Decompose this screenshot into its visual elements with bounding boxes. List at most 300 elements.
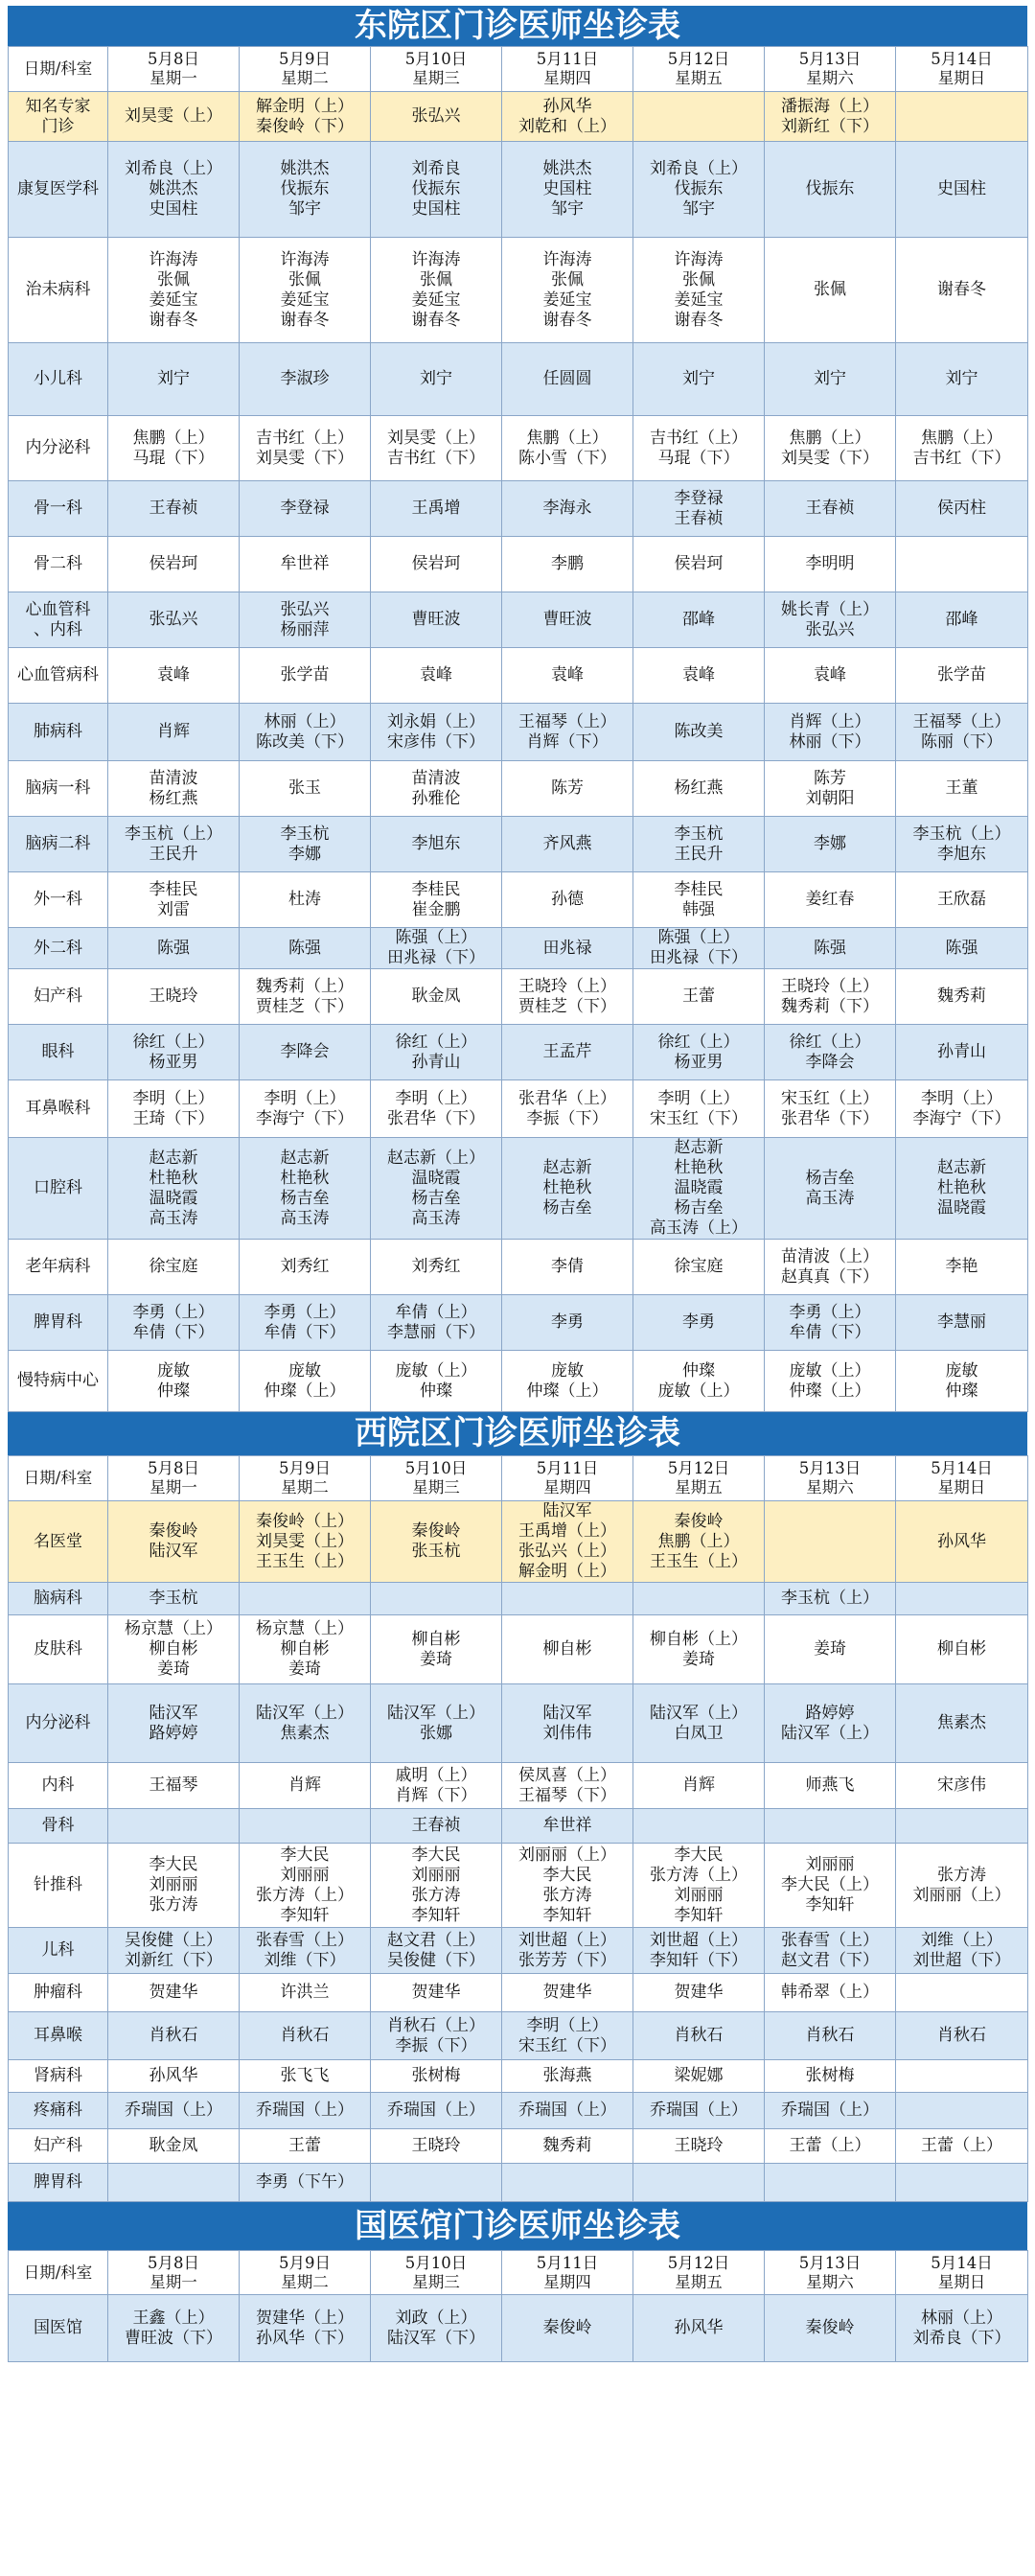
- schedule-cell: [108, 1295, 240, 1351]
- schedule-cell: [896, 2060, 1028, 2093]
- schedule-cell: [765, 416, 896, 481]
- doctor-name: 任圆圆: [542, 369, 592, 388]
- schedule-cell: [633, 761, 765, 817]
- schedule-cell: [896, 1583, 1028, 1615]
- table-row: [9, 238, 1028, 343]
- doctor-name: 姚洪杰: [149, 179, 198, 198]
- schedule-cell: [896, 481, 1028, 537]
- header-label: 日期/科室: [9, 2251, 108, 2295]
- doctor-name: 乔瑞国（上）: [781, 2100, 879, 2120]
- schedule-cell: [896, 2295, 1028, 2362]
- weekday-text: 星期四: [543, 2272, 591, 2291]
- doctor-name: 韩希翠（上）: [781, 1983, 879, 2002]
- doctor-name: 王福琴（下）: [518, 1785, 616, 1805]
- doctor-name: 孙德: [551, 890, 584, 909]
- doctor-name: 秦俊岭: [411, 1521, 461, 1541]
- doctor-name: 姜延宝: [149, 290, 198, 310]
- doctor-name: 王董: [945, 778, 978, 798]
- doctor-name: 贺建华: [542, 1983, 592, 2002]
- section-2-table: [8, 1455, 1028, 2202]
- doctor-name: 李大民: [411, 1845, 461, 1865]
- schedule-cell: [765, 2164, 896, 2202]
- schedule-cell: [633, 1080, 765, 1138]
- weekday-text: 星期五: [675, 1478, 723, 1497]
- doctor-name: 李明（上）: [132, 1088, 215, 1108]
- doctor-name: 肖辉: [288, 1775, 321, 1795]
- doctor-name: 贺建华: [674, 1983, 724, 2002]
- schedule-cell: [896, 648, 1028, 704]
- schedule-cell: [633, 969, 765, 1025]
- date-text: 5月13日: [798, 1459, 862, 1477]
- department-text: 耳鼻喉科: [25, 1099, 91, 1118]
- department-text: 国医馆: [34, 2318, 82, 2337]
- doctor-name: 仲璨: [157, 1381, 190, 1401]
- schedule-cell: [765, 2129, 896, 2164]
- schedule-cell: [371, 1844, 502, 1928]
- section-1-title: 东院区门诊医师坐诊表: [8, 6, 1027, 46]
- schedule-cell: [240, 1501, 371, 1583]
- table-row: [9, 648, 1028, 704]
- schedule-cell: [371, 343, 502, 416]
- schedule-cell: [371, 2129, 502, 2164]
- schedule-cell: [765, 1351, 896, 1412]
- doctor-name: 杨丽萍: [280, 619, 330, 639]
- section-3-title: 国医馆门诊医师坐诊表: [8, 2202, 1027, 2250]
- doctor-name: 崔金鹏: [411, 899, 461, 919]
- table-row: [9, 704, 1028, 761]
- department-label: [9, 1928, 108, 1974]
- schedule-cell: [896, 704, 1028, 761]
- doctor-name: 秦俊岭（上）: [256, 1511, 354, 1531]
- doctor-name: 邹宇: [288, 199, 321, 219]
- doctor-name: 韩强: [682, 899, 715, 919]
- doctor-name: 宋彦伟: [937, 1775, 986, 1795]
- doctor-name: 李勇（下午）: [256, 2172, 354, 2192]
- schedule-cell: [502, 1240, 633, 1295]
- schedule-cell: [765, 1080, 896, 1138]
- schedule-cell: [108, 969, 240, 1025]
- doctor-name: 牟倩（下）: [132, 1322, 215, 1342]
- schedule-cell: [765, 1615, 896, 1684]
- doctor-name: 曹旺波（下）: [125, 2328, 222, 2348]
- table-row: [9, 1615, 1028, 1684]
- doctor-name: 李明（上）: [657, 1088, 740, 1108]
- doctor-name: 肖辉: [682, 1775, 715, 1795]
- schedule-cell: [896, 2164, 1028, 2202]
- doctor-name: 邹宇: [551, 199, 584, 219]
- table-row: [9, 2012, 1028, 2060]
- doctor-name: 赵志新（上）: [387, 1148, 485, 1168]
- doctor-name: 刘丽丽: [674, 1885, 724, 1905]
- doctor-name: 刘丽丽: [149, 1875, 198, 1894]
- department-label: [9, 1763, 108, 1809]
- schedule-cell: [633, 1138, 765, 1240]
- department-label: [9, 592, 108, 648]
- doctor-name: 王春祯: [411, 1816, 461, 1835]
- doctor-name: 刘伟伟: [542, 1723, 592, 1743]
- schedule-cell: [371, 872, 502, 928]
- schedule-cell: [240, 817, 371, 872]
- schedule-cell: [502, 238, 633, 343]
- department-text: 内科: [41, 1775, 75, 1795]
- doctor-name: 肖秋石: [674, 2026, 724, 2045]
- department-text: 、内科: [34, 619, 82, 639]
- doctor-name: 袁峰: [682, 665, 715, 685]
- schedule-cell: [633, 2129, 765, 2164]
- doctor-name: 张佩: [814, 280, 846, 299]
- doctor-name: 陈强（上）: [395, 928, 477, 947]
- schedule-cell: [371, 969, 502, 1025]
- doctor-name: 贺建华: [411, 1983, 461, 2002]
- schedule-cell: [108, 1501, 240, 1583]
- doctor-name: 陆汉军: [149, 1542, 198, 1561]
- schedule-cell: [240, 648, 371, 704]
- schedule-cell: [502, 1351, 633, 1412]
- schedule-cell: [896, 1351, 1028, 1412]
- doctor-name: 许海涛: [280, 249, 330, 269]
- doctor-name: 张弘兴: [411, 106, 461, 126]
- department-label: [9, 1025, 108, 1080]
- doctor-name: 刘希良（上）: [650, 159, 748, 178]
- schedule-cell: [371, 1809, 502, 1844]
- schedule-cell: [633, 92, 765, 142]
- doctor-name: 李玉杭（上）: [781, 1589, 879, 1608]
- table-row: [9, 1240, 1028, 1295]
- section-3-table: [8, 2250, 1028, 2362]
- doctor-name: 乔瑞国（上）: [518, 2100, 616, 2120]
- doctor-name: 徐宝庭: [149, 1257, 198, 1276]
- schedule-cell: [896, 1928, 1028, 1974]
- doctor-name: 张佩: [682, 269, 715, 290]
- schedule-cell: [896, 592, 1028, 648]
- schedule-cell: [502, 704, 633, 761]
- doctor-name: 梁妮娜: [674, 2066, 724, 2085]
- doctor-name: 史国柱: [149, 199, 198, 219]
- schedule-cell: [633, 1763, 765, 1809]
- doctor-name: 杨京慧（上）: [125, 1619, 222, 1638]
- doctor-name: 刘雷: [157, 899, 190, 919]
- schedule-cell: [371, 1615, 502, 1684]
- date-text: 5月8日: [148, 2253, 199, 2272]
- department-text: 心血管病科: [17, 665, 99, 685]
- doctor-name: 肖辉（下）: [526, 731, 609, 752]
- doctor-name: 曹旺波: [411, 610, 461, 629]
- doctor-name: 伐振东: [805, 179, 855, 198]
- doctor-name: 张君华（下）: [781, 1108, 879, 1128]
- department-label: [9, 928, 108, 969]
- doctor-name: 刘丽丽（上）: [518, 1845, 616, 1865]
- doctor-name: 田兆禄（下）: [387, 948, 485, 967]
- doctor-name: 杜艳秋: [937, 1178, 986, 1197]
- schedule-cell: [371, 648, 502, 704]
- schedule-cell: [765, 1684, 896, 1763]
- department-label: [9, 1974, 108, 2012]
- date-text: 5月14日: [931, 50, 993, 68]
- schedule-cell: [633, 928, 765, 969]
- doctor-name: 庞敏（上）: [789, 1360, 871, 1381]
- schedule-cell: [371, 592, 502, 648]
- doctor-name: 王禹增: [411, 499, 461, 518]
- doctor-name: 庞敏: [945, 1360, 978, 1381]
- schedule-cell: [765, 1501, 896, 1583]
- schedule-cell: [371, 817, 502, 872]
- doctor-name: 张佩: [157, 269, 190, 290]
- schedule-cell: [108, 2060, 240, 2093]
- department-label: [9, 1809, 108, 1844]
- schedule-cell: [896, 1809, 1028, 1844]
- doctor-name: 马琨（下）: [132, 448, 215, 468]
- doctor-name: 马琨（下）: [657, 448, 740, 468]
- doctor-name: 姜延宝: [280, 290, 330, 310]
- doctor-name: 乔瑞国（上）: [650, 2100, 748, 2120]
- doctor-name: 李明明: [805, 554, 855, 573]
- doctor-name: 刘丽丽: [280, 1865, 330, 1885]
- doctor-name: 陈强（上）: [657, 928, 740, 947]
- doctor-name: 刘世超（上）: [518, 1930, 616, 1950]
- doctor-name: 肖秋石: [805, 2026, 855, 2045]
- weekday-text: 星期一: [150, 69, 197, 87]
- doctor-name: 刘政（上）: [395, 2308, 477, 2328]
- date-text: 5月14日: [931, 1459, 993, 1477]
- doctor-name: 姜延宝: [411, 290, 461, 310]
- schedule-cell: [240, 928, 371, 969]
- department-label: [9, 2093, 108, 2129]
- doctor-name: 姜红春: [805, 890, 855, 909]
- doctor-name: 杜艳秋: [149, 1168, 198, 1188]
- day-header: [108, 2251, 240, 2295]
- header-label: 日期/科室: [9, 1456, 108, 1501]
- doctor-name: 李大民: [674, 1845, 724, 1865]
- weekday-text: 星期三: [412, 2272, 460, 2291]
- weekday-text: 星期日: [937, 1478, 986, 1497]
- doctor-name: 秦俊岭: [674, 1511, 724, 1531]
- schedule-cell: [633, 1809, 765, 1844]
- doctor-name: 焦素杰: [280, 1723, 330, 1743]
- schedule-cell: [896, 142, 1028, 238]
- schedule-cell: [765, 969, 896, 1025]
- doctor-name: 牟世祥: [542, 1816, 592, 1835]
- doctor-name: 李玉杭（上）: [125, 824, 222, 844]
- schedule-cell: [765, 1138, 896, 1240]
- table-row: [9, 817, 1028, 872]
- doctor-name: 杜艳秋: [542, 1178, 592, 1197]
- schedule-cell: [765, 343, 896, 416]
- doctor-name: 张方涛: [937, 1865, 986, 1885]
- schedule-cell: [633, 343, 765, 416]
- doctor-name: 王福琴: [149, 1775, 198, 1795]
- schedule-cell: [633, 2060, 765, 2093]
- date-text: 5月10日: [404, 2253, 468, 2272]
- schedule-cell: [633, 1928, 765, 1974]
- doctor-name: 刘昊雯（下）: [256, 448, 354, 468]
- weekday-text: 星期二: [281, 1478, 329, 1497]
- doctor-name: 李大民: [542, 1865, 592, 1885]
- doctor-name: 王民升: [149, 844, 198, 864]
- department-label: [9, 92, 108, 142]
- doctor-name: 陆汉军（上）: [256, 1703, 354, 1723]
- schedule-cell: [240, 2129, 371, 2164]
- doctor-name: 刘昊雯（下）: [781, 448, 879, 468]
- doctor-name: 牟倩（上）: [395, 1302, 477, 1322]
- department-label: [9, 1295, 108, 1351]
- schedule-cell: [371, 2295, 502, 2362]
- doctor-name: 邵峰: [945, 610, 978, 629]
- table-row: [9, 1138, 1028, 1240]
- doctor-name: 牟倩（下）: [789, 1322, 871, 1342]
- schedule-cell: [108, 648, 240, 704]
- doctor-name: 陆汉军（上）: [387, 1703, 485, 1723]
- doctor-name: 袁峰: [157, 665, 190, 685]
- doctor-name: 王福琴（上）: [912, 711, 1011, 731]
- department-text: 儿科: [41, 1940, 75, 1960]
- department-label: [9, 1844, 108, 1928]
- doctor-name: 刘朝阳: [805, 788, 855, 808]
- doctor-name: 陈强: [288, 938, 321, 958]
- doctor-name: 宋玉红（下）: [650, 1108, 748, 1128]
- table-row: [9, 1809, 1028, 1844]
- doctor-name: 焦鹏（上）: [657, 1531, 740, 1551]
- schedule-cell: [240, 2012, 371, 2060]
- doctor-name: 刘希良（下）: [912, 2328, 1011, 2348]
- schedule-cell: [765, 537, 896, 592]
- day-header: [108, 47, 240, 92]
- doctor-name: 袁峰: [420, 665, 452, 685]
- schedule-cell: [240, 704, 371, 761]
- doctor-name: 张芳芳（下）: [518, 1950, 616, 1970]
- doctor-name: 庞敏: [157, 1360, 190, 1381]
- schedule-cell: [108, 481, 240, 537]
- schedule-cell: [240, 416, 371, 481]
- schedule-cell: [896, 969, 1028, 1025]
- doctor-name: 仲璨（上）: [264, 1381, 346, 1401]
- doctor-name: 刘宁: [157, 369, 190, 388]
- table-row: [9, 1351, 1028, 1412]
- doctor-name: 吉书红（上）: [256, 428, 354, 448]
- doctor-name: 孙青山: [411, 1052, 461, 1072]
- doctor-name: 刘丽丽: [411, 1865, 461, 1885]
- doctor-name: 李明（上）: [921, 1088, 1002, 1108]
- doctor-name: 李玉杭（上）: [912, 824, 1011, 844]
- doctor-name: 张玉: [288, 778, 321, 798]
- schedule-cell: [108, 592, 240, 648]
- department-label: [9, 2129, 108, 2164]
- doctor-name: 徐红（上）: [132, 1032, 215, 1052]
- doctor-name: 肖辉（下）: [395, 1785, 477, 1805]
- doctor-name: 庞敏: [551, 1360, 584, 1381]
- schedule-cell: [633, 2093, 765, 2129]
- schedule-cell: [502, 2093, 633, 2129]
- doctor-name: 陈芳: [814, 768, 846, 788]
- schedule-cell: [765, 2012, 896, 2060]
- table-row: [9, 1928, 1028, 1974]
- doctor-name: 许海涛: [149, 249, 198, 269]
- schedule-cell: [502, 1080, 633, 1138]
- doctor-name: 焦鹏（上）: [526, 428, 609, 448]
- schedule-cell: [502, 817, 633, 872]
- doctor-name: 吉书红（上）: [650, 428, 748, 448]
- date-text: 5月9日: [279, 1459, 331, 1477]
- department-text: 脑病科: [34, 1589, 82, 1608]
- schedule-cell: [502, 343, 633, 416]
- doctor-name: 李明（上）: [526, 2015, 609, 2035]
- table-row: [9, 1974, 1028, 2012]
- schedule-cell: [108, 928, 240, 969]
- day-header: [633, 2251, 765, 2295]
- schedule-cell: [371, 416, 502, 481]
- doctor-name: 徐红（上）: [789, 1032, 871, 1052]
- schedule-cell: [633, 1295, 765, 1351]
- day-header: [765, 1456, 896, 1501]
- schedule-cell: [371, 2164, 502, 2202]
- doctor-name: 焦素杰: [937, 1713, 986, 1732]
- doctor-name: 焦鹏（上）: [789, 428, 871, 448]
- schedule-cell: [371, 1295, 502, 1351]
- schedule-cell: [108, 1351, 240, 1412]
- schedule-cell: [502, 416, 633, 481]
- doctor-name: 张学苗: [280, 665, 330, 685]
- doctor-name: 谢春冬: [411, 310, 461, 330]
- doctor-name: 孙风华（下）: [256, 2328, 354, 2348]
- schedule-cell: [765, 1240, 896, 1295]
- schedule-cell: [371, 2060, 502, 2093]
- department-text: 妇产科: [34, 2136, 82, 2155]
- schedule-cell: [765, 142, 896, 238]
- doctor-name: 宋玉红（上）: [781, 1088, 879, 1108]
- schedule-cell: [896, 1240, 1028, 1295]
- schedule-cell: [633, 537, 765, 592]
- schedule-cell: [108, 704, 240, 761]
- department-text: 疼痛科: [34, 2100, 82, 2120]
- doctor-name: 赵志新: [674, 1138, 724, 1157]
- schedule-cell: [240, 537, 371, 592]
- department-text: 康复医学科: [17, 179, 99, 198]
- doctor-name: 庞敏（上）: [395, 1360, 477, 1381]
- doctor-name: 王孟芹: [542, 1042, 592, 1061]
- doctor-name: 苗清波: [149, 768, 198, 788]
- doctor-name: 李玉杭: [280, 824, 330, 844]
- section-1-table: [8, 46, 1028, 1412]
- department-label: [9, 969, 108, 1025]
- doctor-name: 陈丽（下）: [921, 731, 1002, 752]
- department-text: 骨科: [41, 1816, 75, 1835]
- department-text: 小儿科: [34, 369, 82, 388]
- schedule-cell: [502, 1615, 633, 1684]
- department-label: [9, 2012, 108, 2060]
- doctor-name: 肖秋石（上）: [387, 2015, 485, 2035]
- doctor-name: 杨吉垒: [280, 1188, 330, 1208]
- doctor-name: 侯岩珂: [674, 554, 724, 573]
- doctor-name: 张弘兴: [280, 599, 330, 619]
- schedule-cell: [371, 2012, 502, 2060]
- schedule-cell: [502, 1844, 633, 1928]
- day-header: [633, 1456, 765, 1501]
- doctor-name: 谢春冬: [674, 310, 724, 330]
- schedule-cell: [765, 2060, 896, 2093]
- doctor-name: 曹旺波: [542, 610, 592, 629]
- schedule-cell: [371, 1501, 502, 1583]
- schedule-cell: [896, 1501, 1028, 1583]
- department-label: [9, 1684, 108, 1763]
- department-text: 皮肤科: [34, 1639, 82, 1659]
- schedule-cell: [371, 1025, 502, 1080]
- schedule-cell: [633, 1615, 765, 1684]
- doctor-name: 李桂民: [149, 879, 198, 899]
- schedule-cell: [633, 416, 765, 481]
- table-row: [9, 2164, 1028, 2202]
- department-label: [9, 142, 108, 238]
- doctor-name: 姜延宝: [674, 290, 724, 310]
- doctor-name: 刘永娟（上）: [387, 711, 485, 731]
